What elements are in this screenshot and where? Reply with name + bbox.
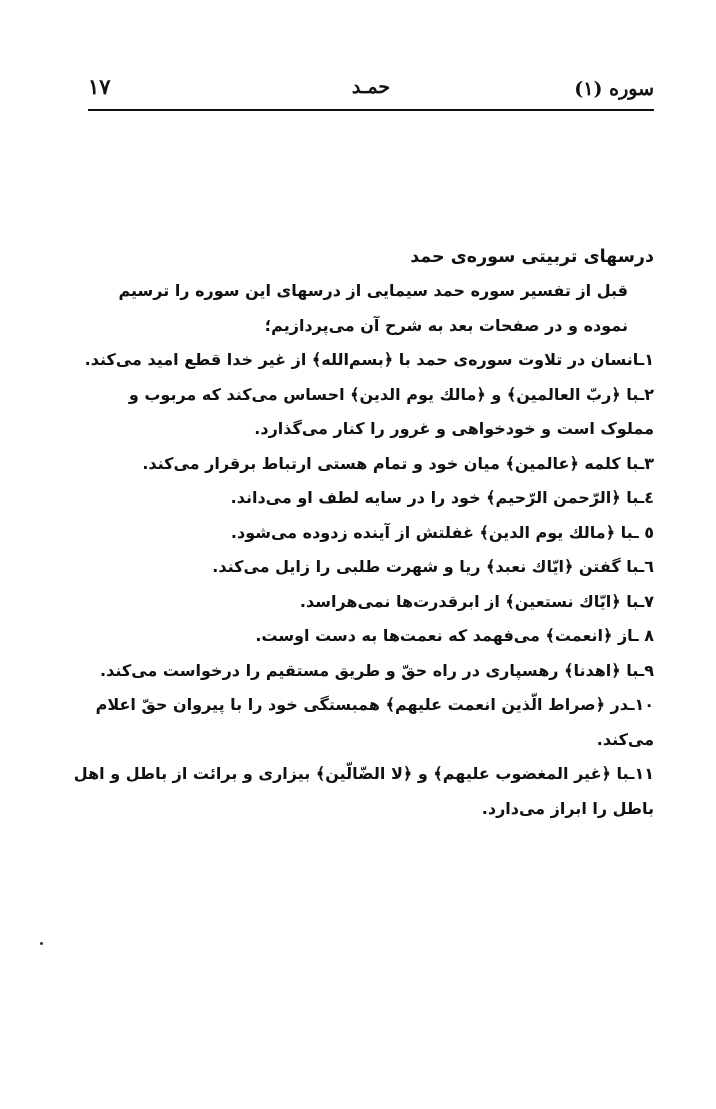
item-text: با گفتن ﴿ایّاك نعبد﴾ ریا و شهرت طلبی را زایل می‌کند. xyxy=(212,557,639,576)
list-item xyxy=(72,585,654,620)
item-text: در ﴿صراط الّذین انعمت علیهم﴾ همبستگی خود را با پیروان حقّ اعلام می‌کند. xyxy=(95,695,654,749)
item-number: ۹ـ xyxy=(638,660,654,680)
item-number: ۳ـ xyxy=(638,453,654,473)
chapter-title: حمـد xyxy=(351,76,391,98)
list-item xyxy=(72,447,654,482)
list-item xyxy=(72,516,654,551)
item-text: با ﴿اهدنا﴾ رهسپاری در راه حقّ و طریق مستقیم را درخواست می‌کند. xyxy=(100,660,639,680)
item-number: ۱۱ـ xyxy=(629,764,654,783)
item-text: با کلمه ﴿عالمین﴾ میان خود و تمام هستی ارتباط برقرار می‌کند. xyxy=(142,453,639,473)
page-content xyxy=(72,240,654,826)
item-number: ۸ ـ xyxy=(633,626,654,645)
list-item xyxy=(72,619,654,654)
running-header xyxy=(88,74,654,108)
item-text: با ﴿الرّحمن الرّحیم﴾ خود را در سایه لطف او می‌داند. xyxy=(230,488,639,507)
item-number: ۱۰ـ xyxy=(629,695,654,714)
section-heading: درسهای تربیتی سوره‌ی حمد xyxy=(410,247,654,267)
surah-label: سوره (۱) xyxy=(574,78,654,100)
page-number: ۱۷ xyxy=(88,74,111,99)
list-item xyxy=(72,343,654,378)
item-text: انسان در تلاوت سوره‌ی حمد با ﴿بسم‌الله﴾ از غیر خدا قطع امید می‌کند. xyxy=(84,350,639,369)
list-item xyxy=(72,688,654,757)
item-text: با ﴿ایّاك نستعین﴾ از ابرقدرت‌ها نمی‌هراسد. xyxy=(299,591,639,611)
item-number: ٥ ـ xyxy=(633,522,654,542)
header-rule xyxy=(88,109,654,111)
list-item xyxy=(72,378,654,447)
list-item xyxy=(72,481,654,516)
scan-speck xyxy=(40,942,43,945)
item-text: با ﴿مالك یوم الدین﴾ غفلتش از آینده زدوده می‌شود. xyxy=(230,522,634,542)
list-item xyxy=(72,654,654,689)
lessons-list xyxy=(72,343,654,826)
item-number: ٦ـ xyxy=(638,557,654,576)
item-text: با ﴿غیر المغضوب علیهم﴾ و ﴿لا الضّالّین﴾ بیزاری و برائت از باطل و اهل باطل را ابراز می‌دارد. xyxy=(73,764,654,818)
item-number: ٤ـ xyxy=(638,488,654,507)
item-text: از ﴿انعمت﴾ می‌فهمد که نعمت‌ها به دست اوست. xyxy=(255,626,634,645)
intro-paragraph: قبل از تفسیر سوره حمد سیمایی از درسهای این سوره را ترسیم نموده و در صفحات بعد به شرح آن می‌پردازیم؛ xyxy=(118,281,628,335)
item-number: ۱ـ xyxy=(638,350,654,369)
item-number: ۲ـ xyxy=(638,384,654,404)
list-item xyxy=(72,550,654,585)
list-item xyxy=(72,757,654,826)
item-text: با ﴿ربّ العالمین﴾ و ﴿مالك یوم الدین﴾ احساس می‌کند که مربوب و مملوک است و خودخواهی و غرور را کنار می‌گذارد. xyxy=(128,384,654,438)
item-number: ۷ـ xyxy=(638,591,654,611)
